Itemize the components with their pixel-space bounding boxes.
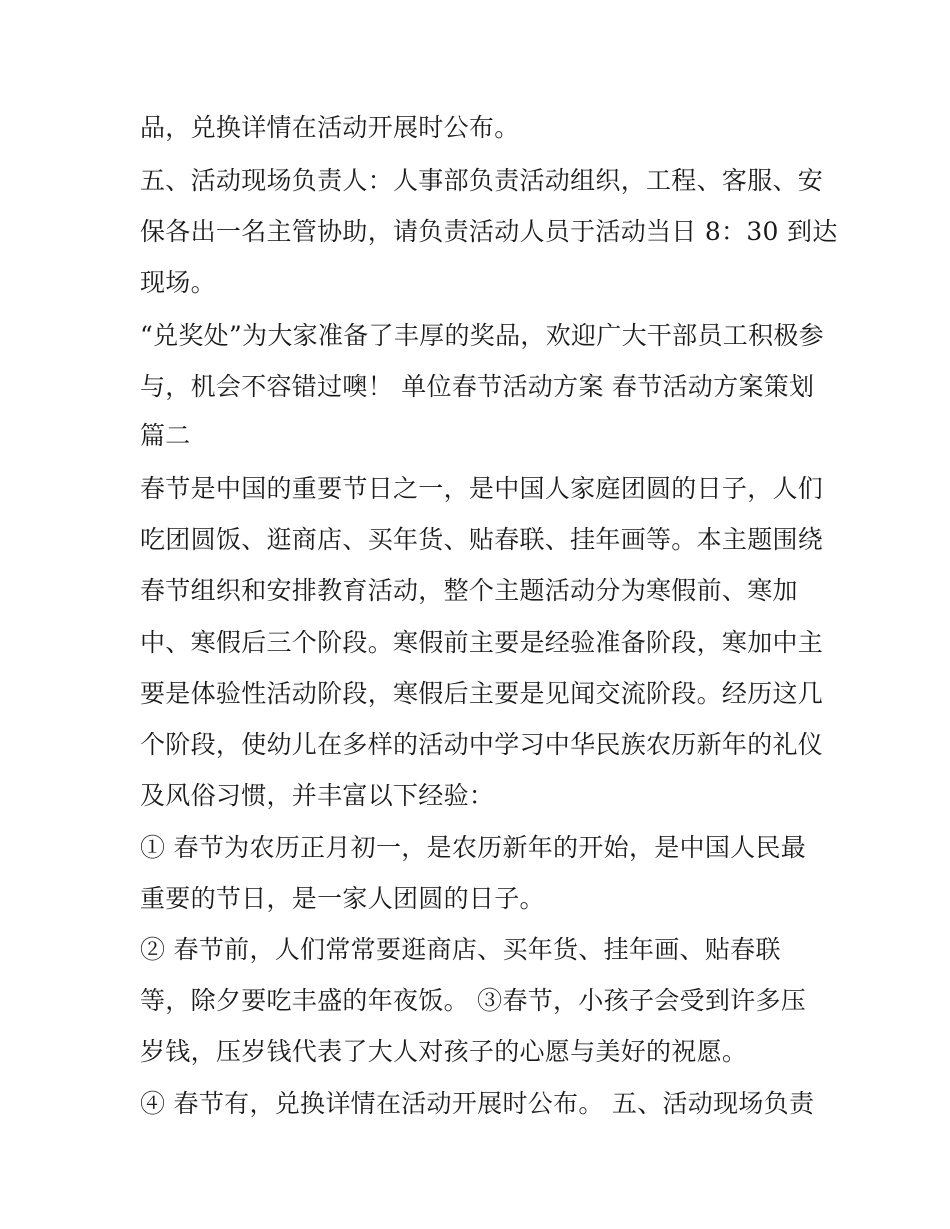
text-line: “兑奖处”为大家准备了丰厚的奖品，欢迎广大干部员工积极参 [140,321,824,350]
list-item: ④ 春节有，兑换详情在活动开展时公布。 五、活动现场负责 [140,1089,815,1118]
text-line: 要是体验性活动阶段，寒假后主要是见闻交流阶段。经历这几 [140,679,824,708]
text-line: 岁钱，压岁钱代表了大人对孩子的心愿与美好的祝愿。 [140,1037,748,1066]
text-line: 春节是中国的重要节日之一，是中国人家庭团圆的日子，人们 [140,474,824,503]
text-line: 保各出一名主管协助，请负责活动人员于活动当日 8：30 到达 [140,217,838,246]
text-line: 等，除夕要吃丰盛的年夜饭。 ③春节，小孩子会受到许多压 [140,986,807,1015]
text-line: 及风俗习惯，并丰富以下经验： [140,781,495,810]
text-line: 现场。 [140,268,216,297]
text-line: 中、寒假后三个阶段。寒假前主要是经验准备阶段，寒加中主 [140,628,824,657]
text-line: 春节组织和安排教育活动，整个主题活动分为寒假前、寒加 [140,576,798,605]
text-line: 个阶段，使幼儿在多样的活动中学习中华民族农历新年的礼仪 [140,730,824,759]
text-line: 与，机会不容错过噢！ 单位春节活动方案 春节活动方案策划 [140,372,815,401]
list-item: ② 春节前，人们常常要逛商店、买年货、挂年画、贴春联 [140,935,781,964]
text-line: 重要的节日，是一家人团圆的日子。 [140,884,545,913]
text-line: 五、活动现场负责人：人事部负责活动组织，工程、客服、安 [140,166,824,195]
text-line: 吃团圆饭、逛商店、买年货、贴春联、挂年画等。本主题围绕 [140,525,824,554]
list-item: ① 春节为农历正月初一，是农历新年的开始，是中国人民最 [140,833,807,862]
text-line: 品，兑换详情在活动开展时公布。 [140,113,520,142]
text-line: 篇二 [140,421,191,450]
